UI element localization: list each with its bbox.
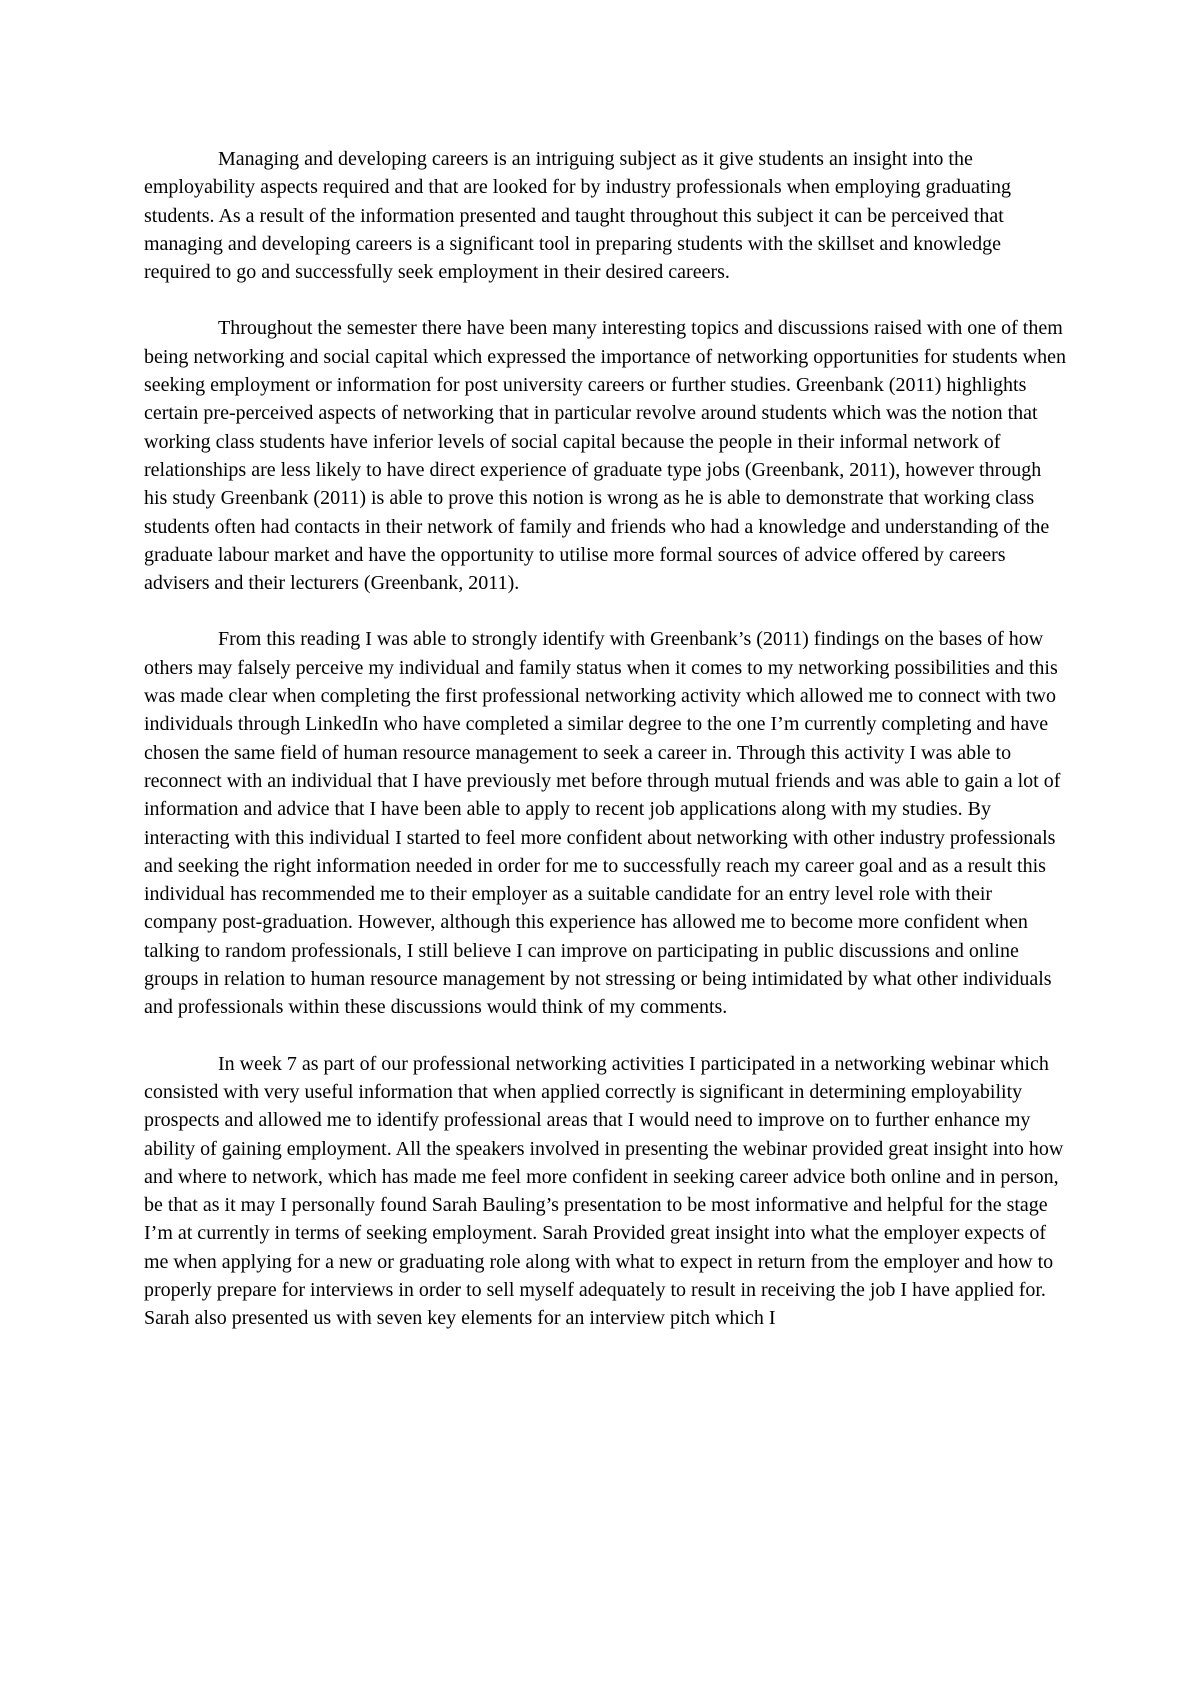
paragraph-linkedin-activity: From this reading I was able to strongly identify with Greenbank’s (2011) findings on the bases of how others may falsely perceive my individual and family status when it comes to my networking possibilities and this was made clear when completing the first professional networking activity which allowed me to connect with two individuals through LinkedIn who have completed a similar degree to the one I’m currently completing and have chosen the same field of human resource management to seek a career in. Through this activity I was able to reconnect with an individual that I have previously met before through mutual friends and was able to gain a lot of information and advice that I have been able to apply to recent job applications along with my studies. By interacting with this individual I started to feel more confident about networking with other industry professionals and seeking the right information needed in order for me to successfully reach my career goal and as a result this individual has recommended me to their employer as a suitable candidate for an entry level role with their company post-graduation. However, although this experience has allowed me to become more confident when talking to random professionals, I still believe I can improve on participating in public discussions and online groups in relation to human resource management by not stressing or being intimidated by what other individuals and professionals within these discussions would think of my comments. — [144, 628, 1061, 1019]
document-body — [144, 145, 1069, 1361]
paragraph-intro: Managing and developing careers is an intriguing subject as it give students an insight into the employability aspects required and that are looked for by industry professionals when employing graduating students. As a result of the information presented and taught throughout this subject it can be perceived that managing and developing careers is a significant tool in preparing students with the skillset and knowledge required to go and successfully seek employment in their desired careers. — [144, 148, 1012, 284]
paragraph-networking-social-capital: Throughout the semester there have been many interesting topics and discussions raised with one of them being networking and social capital which expressed the importance of networking opportunities for students when seeking employment or information for post university careers or further studies. Greenbank (2011) highlights certain pre-perceived aspects of networking that in particular revolve around students which was the notion that working class students have inferior levels of social capital because the people in their informal network of relationships are less likely to have direct experience of graduate type jobs (Greenbank, 2011), however through his study Greenbank (2011) is able to prove this notion is wrong as he is able to demonstrate that working class students often had contacts in their network of family and friends who had a knowledge and understanding of the graduate labour market and have the opportunity to utilise more formal sources of advice offered by careers advisers and their lecturers (Greenbank, 2011). — [144, 317, 1066, 595]
paragraph-networking-webinar: In week 7 as part of our professional networking activities I participated in a networking webinar which consisted with very useful information that when applied correctly is significant in determining employability prospects and allowed me to identify professional areas that I would need to improve on to further enhance my ability of gaining employment. All the speakers involved in presenting the webinar provided great insight into how and where to network, which has made me feel more confident in seeking career advice both online and in person, be that as it may I personally found Sarah Bauling’s presentation to be most informative and helpful for the stage I’m at currently in terms of seeking employment. Sarah Provided great insight into what the employer expects of me when applying for a new or graduating role along with what to expect in return from the employer and how to properly prepare for interviews in order to sell myself adequately to result in receiving the job I have applied for. Sarah also presented us with seven key elements for an interview pitch which I — [144, 1052, 1064, 1330]
